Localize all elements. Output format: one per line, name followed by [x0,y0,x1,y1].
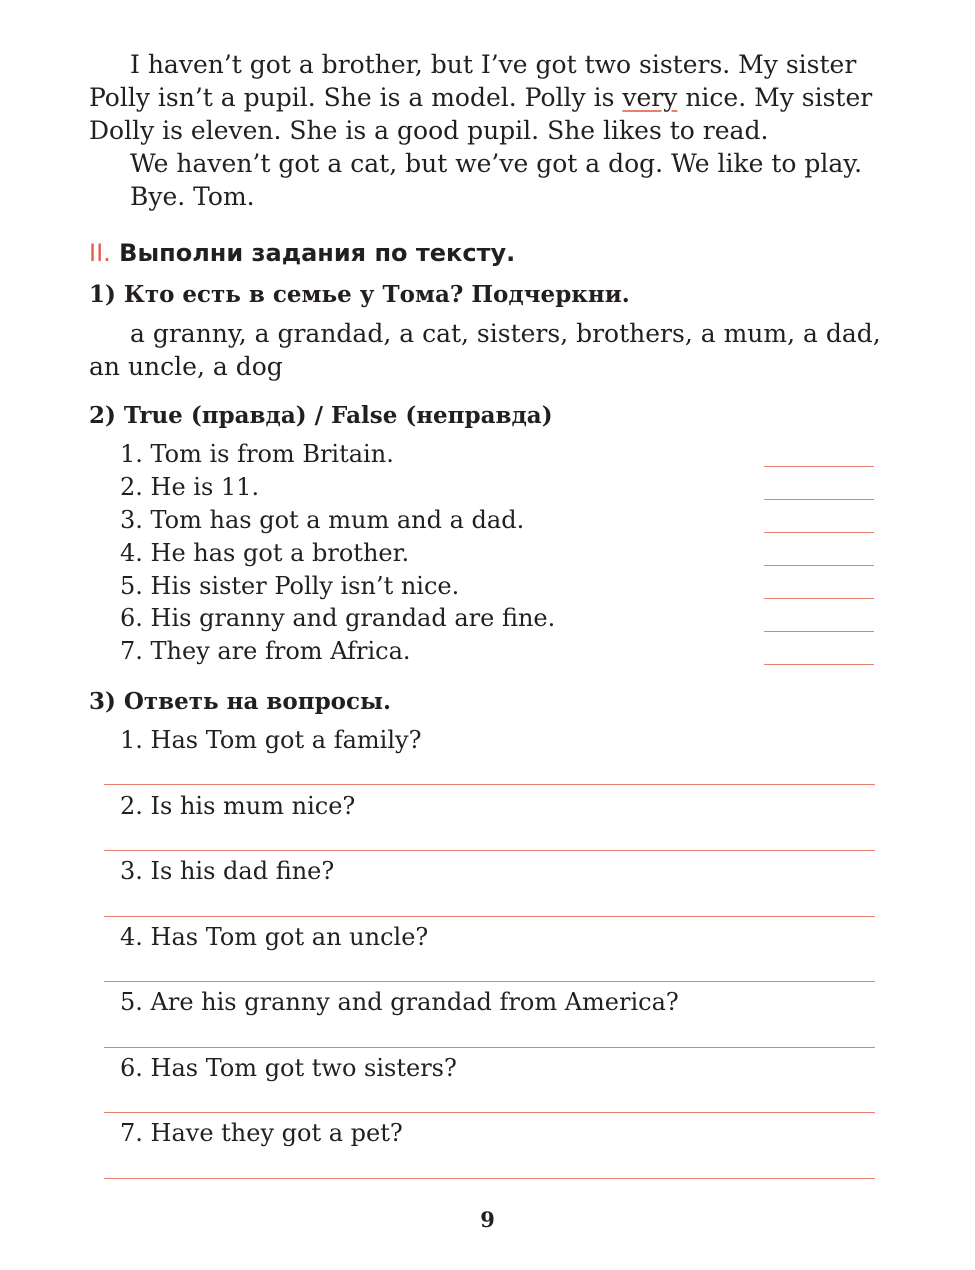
true-false-statement: 2. He is 11. [120,473,260,501]
question: 3. Is his dad fine? [120,857,335,885]
true-false-statement: 3. Tom has got a mum and a dad. [120,506,525,534]
answer-line[interactable] [104,981,875,982]
section-title: Выполни задания по тексту. [119,239,516,267]
true-false-answer-line[interactable] [764,631,874,632]
task2-heading: 2) True (правда) / False (неправда) [89,402,553,429]
true-false-statement: 4. He has got a brother. [120,539,410,567]
answer-line[interactable] [104,1112,875,1113]
true-false-statement: 5. His sister Polly isn’t nice. [120,572,460,600]
true-false-answer-line[interactable] [764,598,874,599]
answer-line[interactable] [104,1178,875,1179]
true-false-answer-line[interactable] [764,664,874,665]
answer-line[interactable] [104,784,875,785]
letter-line: Polly isn’t a pupil. She is a model. Polly is [89,83,623,112]
answer-line[interactable] [104,850,875,851]
true-false-statement: 7. They are from Africa. [120,637,411,665]
letter-line: Dolly is eleven. She is a good pupil. She likes to read. [89,116,769,145]
letter-line: nice. My sister [677,83,873,112]
underlined-word: very [622,83,678,112]
answer-line[interactable] [104,916,875,917]
letter-paragraph-2: We haven’t got a cat, but we’ve got a dog. We like to play. [130,149,863,178]
task1-word-list[interactable] [89,317,889,383]
question: 7. Have they got a pet? [120,1119,403,1147]
task1-heading: 1) Кто есть в семье у Тома? Подчеркни. [89,281,630,308]
word-list-line[interactable]: a granny, a grandad, a cat, sisters, brothers, a mum, a dad, [130,319,881,348]
letter-line: I haven’t got a brother, but I’ve got two sisters. My sister [130,50,857,79]
answer-line[interactable] [104,1047,875,1048]
letter-paragraph-1 [89,48,889,147]
word-list-line[interactable]: an uncle, a dog [89,352,283,381]
question: 1. Has Tom got a family? [120,726,422,754]
true-false-statement: 6. His granny and grandad are fine. [120,604,556,632]
question: 2. Is his mum nice? [120,792,356,820]
true-false-answer-line[interactable] [764,499,874,500]
task3-heading: 3) Ответь на вопросы. [89,688,392,715]
true-false-answer-line[interactable] [764,532,874,533]
question: 5. Are his granny and grandad from America? [120,988,679,1016]
letter-signoff: Bye. Tom. [130,182,255,211]
section-number: II. [89,239,111,267]
question: 6. Has Tom got two sisters? [120,1054,457,1082]
true-false-statement: 1. Tom is from Britain. [120,440,394,468]
page-number: 9 [480,1207,495,1232]
question: 4. Has Tom got an uncle? [120,923,429,951]
true-false-answer-line[interactable] [764,565,874,566]
true-false-answer-line[interactable] [764,466,874,467]
section-heading [89,239,515,267]
